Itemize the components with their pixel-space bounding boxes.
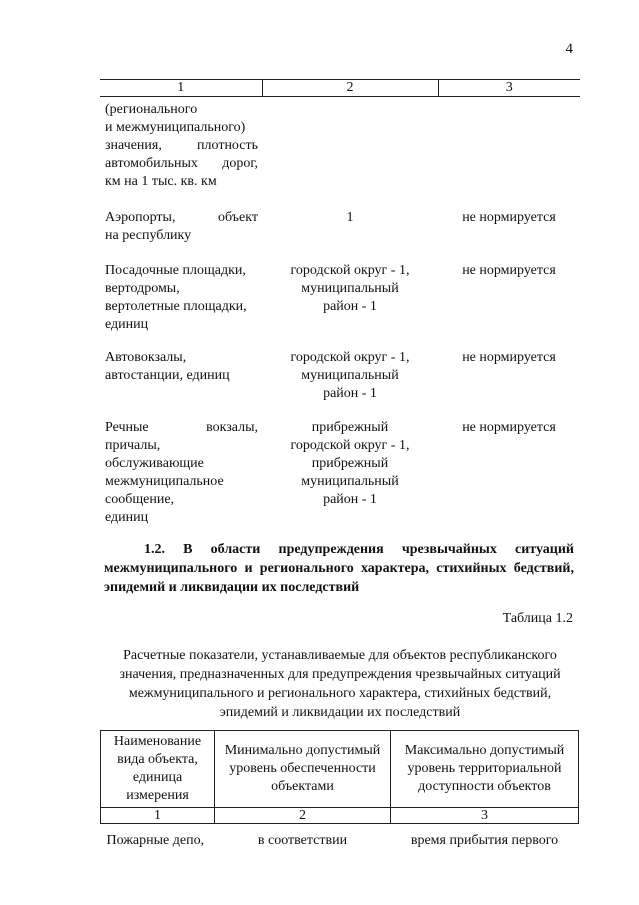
cell-line: км на 1 тыс. кв. км bbox=[105, 174, 217, 189]
cell-line: муниципальный bbox=[301, 368, 399, 383]
column-number-3: 3 bbox=[391, 808, 579, 824]
cell-max-access: время прибытия первого bbox=[410, 833, 559, 848]
column-numbers-row bbox=[101, 808, 579, 824]
cell-line: городской округ - 1, bbox=[290, 263, 410, 278]
table-header-row bbox=[101, 731, 579, 808]
continuation-table bbox=[100, 79, 580, 97]
cell-min-level: в соответствии bbox=[257, 833, 348, 848]
cell-line: городской округ - 1, bbox=[290, 438, 410, 453]
table-title: Расчетные показатели, устанавливаемые для объектов республиканского значения, предназначенных для предупреждения чрезвычайных ситуаций межмуниципального и регионального характера, стихийных бедствий, эпидемий и ликвидации их последствий bbox=[119, 648, 561, 720]
column-number-1: 1 bbox=[101, 808, 215, 824]
row-bus-stations-value bbox=[262, 349, 438, 403]
row-helipads-access bbox=[438, 262, 580, 280]
column-number-1: 1 bbox=[100, 80, 262, 97]
cell-line: не нормируется bbox=[462, 420, 556, 435]
cell-line: единиц bbox=[105, 317, 149, 332]
cell-line: сообщение, bbox=[105, 492, 175, 507]
cell-fire-depots: Пожарные депо, bbox=[106, 833, 205, 848]
cell-line: район - 1 bbox=[323, 299, 377, 314]
cell-line: Автовокзалы, bbox=[105, 350, 187, 365]
cell-line: не нормируется bbox=[462, 350, 556, 365]
cell-line: Речные вокзалы, bbox=[105, 420, 258, 435]
cell-line: и межмуниципального) bbox=[105, 120, 246, 135]
header-max-access: Максимально допустимый уровень территориальной доступности объектов bbox=[391, 731, 579, 808]
row-roads-name bbox=[100, 101, 262, 191]
row-bus-stations-name bbox=[100, 349, 262, 385]
cell-line: автомобильных дорог, bbox=[105, 156, 258, 171]
cell-line: район - 1 bbox=[323, 386, 377, 401]
header-object-type: Наименование вида объекта, единица измерения bbox=[101, 731, 215, 808]
cell-line: причалы, bbox=[105, 438, 161, 453]
row-bus-stations-access bbox=[438, 349, 580, 367]
column-number-2: 2 bbox=[215, 808, 391, 824]
row-river-stations-name bbox=[100, 419, 262, 527]
cell-line: прибрежный bbox=[311, 420, 389, 435]
table-caption: Таблица 1.2 bbox=[502, 611, 573, 626]
cell-line: на республику bbox=[105, 228, 192, 243]
section-heading: 1.2. В области предупреждения чрезвычайных ситуаций межмуниципального и регионального характера, стихийных бедствий, эпидемий и ликвидации их последствий bbox=[104, 542, 574, 595]
cell-line: не нормируется bbox=[462, 210, 556, 225]
cell-line: Аэропорты, объект bbox=[105, 210, 258, 225]
column-number-2: 2 bbox=[262, 80, 438, 97]
cell-line: муниципальный bbox=[301, 474, 399, 489]
row-river-stations-value bbox=[262, 419, 438, 509]
row-airports-access bbox=[438, 209, 580, 227]
cell-line: не нормируется bbox=[462, 263, 556, 278]
row-helipads-name bbox=[100, 262, 262, 334]
cell-line: (регионального bbox=[105, 102, 198, 117]
row-helipads-value bbox=[262, 262, 438, 316]
cell-line: городской округ - 1, bbox=[290, 350, 410, 365]
cell-line: межмуниципальное bbox=[105, 474, 224, 489]
cell-line: Посадочные площадки, bbox=[105, 263, 246, 278]
cell-line: обслуживающие bbox=[105, 456, 204, 471]
cell-line: значения, плотность bbox=[105, 138, 258, 153]
cell-line: единиц bbox=[105, 510, 149, 525]
table-header-row bbox=[100, 80, 580, 97]
indicators-table bbox=[100, 730, 579, 852]
cell-line: автостанции, единиц bbox=[105, 368, 230, 383]
cell-line: муниципальный bbox=[301, 281, 399, 296]
header-min-level: Минимально допустимый уровень обеспеченности объектами bbox=[215, 731, 391, 808]
cell-line: прибрежный bbox=[311, 456, 389, 471]
table-row bbox=[101, 824, 579, 853]
row-airports-value bbox=[262, 209, 438, 227]
row-airports-name bbox=[100, 209, 262, 245]
cell-line: 1 bbox=[346, 210, 354, 225]
cell-line: район - 1 bbox=[323, 492, 377, 507]
cell-line: вертодромы, bbox=[105, 281, 180, 296]
cell-line: вертолетные площадки, bbox=[105, 299, 247, 314]
column-number-3: 3 bbox=[438, 80, 580, 97]
row-river-stations-access bbox=[438, 419, 580, 437]
page-number: 4 bbox=[565, 41, 573, 57]
